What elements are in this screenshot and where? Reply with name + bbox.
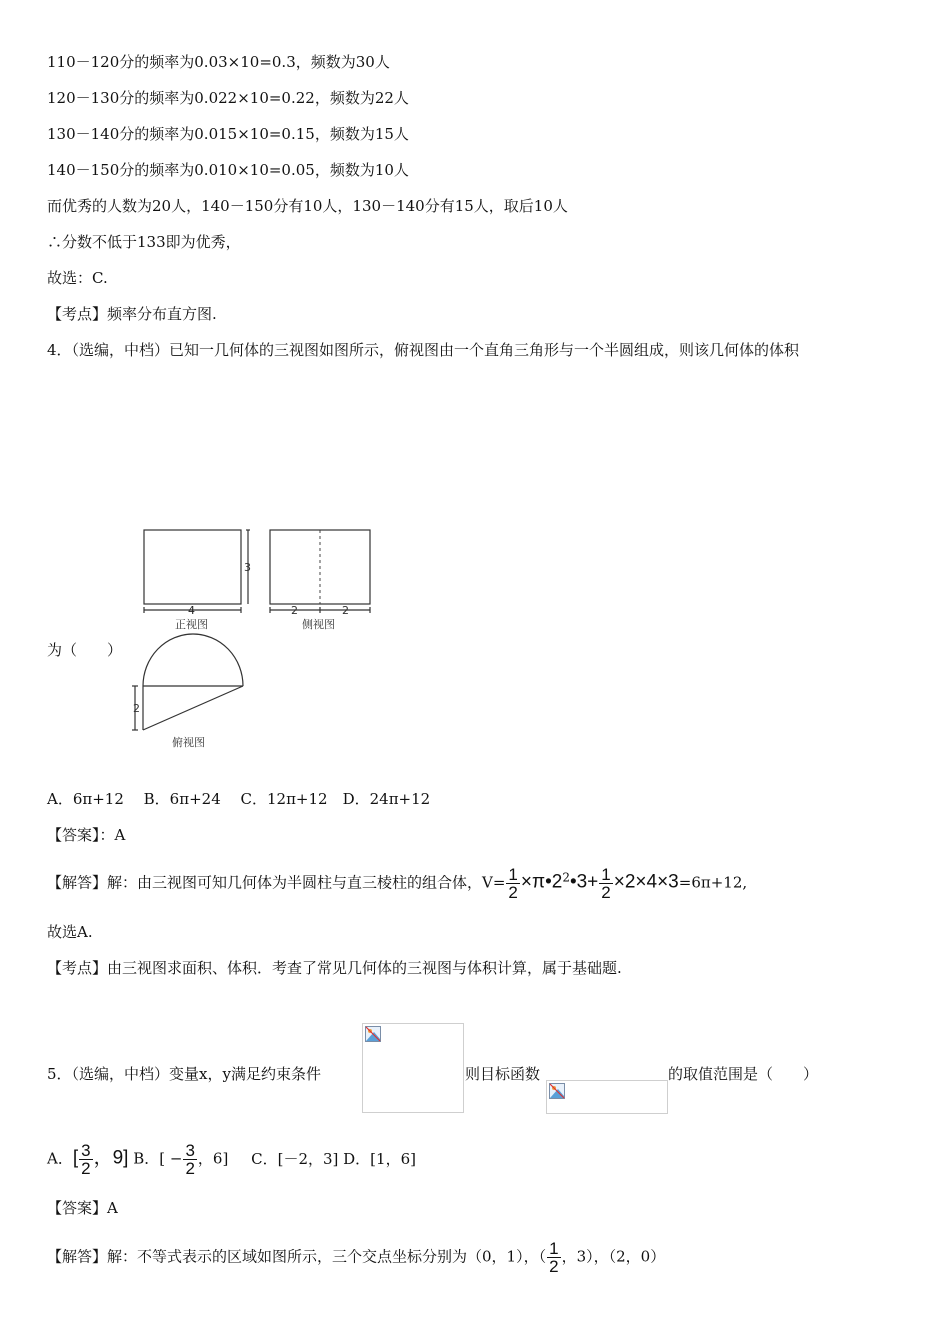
q5-stem-b: 则目标函数: [465, 1065, 541, 1083]
line-2: 120－130分的频率为0.022×10=0.22，频数为22人: [47, 89, 409, 107]
q4-kaodian: 【考点】由三视图求面积、体积．考查了常见几何体的三视图与体积计算，属于基础题.: [47, 959, 622, 977]
line-1: 110－120分的频率为0.03×10=0.3，频数为30人: [47, 53, 390, 71]
fraction-half-2: $\frac{1}{2}$: [601, 865, 611, 902]
q4-answer: 【答案】：A: [47, 826, 126, 844]
line-7: 故选：C.: [47, 269, 108, 287]
front-view-rect: [144, 530, 241, 604]
solution-text: 【解答】解：由三视图可知几何体为半圆柱与直三棱柱的组合体，V=: [47, 873, 506, 892]
q5-stem-a: 5．（选编，中档）变量x，y满足约束条件: [47, 1065, 321, 1083]
fraction-half: $\frac{1}{2}$: [508, 865, 518, 902]
front-view-label: 正视图: [175, 618, 208, 631]
constraint-image-placeholder: [362, 1023, 464, 1113]
q4-stem-end: 为（ ）: [47, 641, 123, 659]
line-5: 而优秀的人数为20人，140－150分有10人，130－140分有15人，取后10人: [47, 197, 568, 215]
front-height-dim: 3: [244, 561, 251, 574]
objective-image-placeholder: [546, 1080, 668, 1114]
front-width-dim: 4: [188, 604, 195, 617]
line-4: 140－150分的频率为0.010×10=0.05，频数为10人: [47, 161, 409, 179]
three-view-figure: [125, 520, 385, 750]
line-3: 130－140分的频率为0.015×10=0.15，频数为15人: [47, 125, 409, 143]
q4-stem: 4．（选编，中档）已知一几何体的三视图如图所示，俯视图由一个直角三角形与一个半圆组成，则该几何体的体积: [47, 341, 800, 359]
q5-stem-c: 的取值范围是（ ）: [668, 1065, 819, 1083]
fraction-one-half: $\frac{1}{2}$: [549, 1239, 559, 1276]
top-view-label: 俯视图: [172, 736, 205, 749]
line-6: ∴分数不低于133即为优秀，: [47, 233, 241, 251]
fraction-neg-three-halves: $\frac{3}{2}$: [185, 1141, 195, 1178]
fraction-three-halves: $\frac{3}{2}$: [81, 1141, 91, 1178]
top-height-dim: 2: [133, 702, 140, 715]
side-left-dim: 2: [291, 604, 298, 617]
q5-solution: 【解答】解：不等式表示的区域如图所示，三个交点坐标分别为（0，1），（ $\frac{1}{2}$ ，3），（2，0）: [47, 1239, 666, 1276]
q4-options: A．6π+12 B．6π+24 C．12π+12 D．24π+12: [47, 790, 431, 808]
q4-choose: 故选A.: [47, 923, 93, 941]
kaodian-1: 【考点】频率分布直方图.: [47, 305, 217, 323]
q4-solution: 【解答】解：由三视图可知几何体为半圆柱与直三棱柱的组合体，V= $\frac{1}{2}$ $\times\pi•2^2•3+$ $\frac{1}{2}$ ×2×4×3=6π+12,: [47, 865, 748, 902]
broken-image-icon: [365, 1026, 381, 1042]
top-view-semicircle: [143, 634, 243, 686]
q5-answer: 【答案】A: [47, 1199, 118, 1217]
broken-image-icon: [549, 1083, 565, 1099]
side-view-label: 侧视图: [302, 618, 335, 631]
q5-options: A．[ $\frac{3}{2}$ ，9] B．[ − $\frac{3}{2}$ ，6] C．[－2，3] D．[1，6]: [47, 1141, 416, 1178]
side-right-dim: 2: [342, 604, 349, 617]
